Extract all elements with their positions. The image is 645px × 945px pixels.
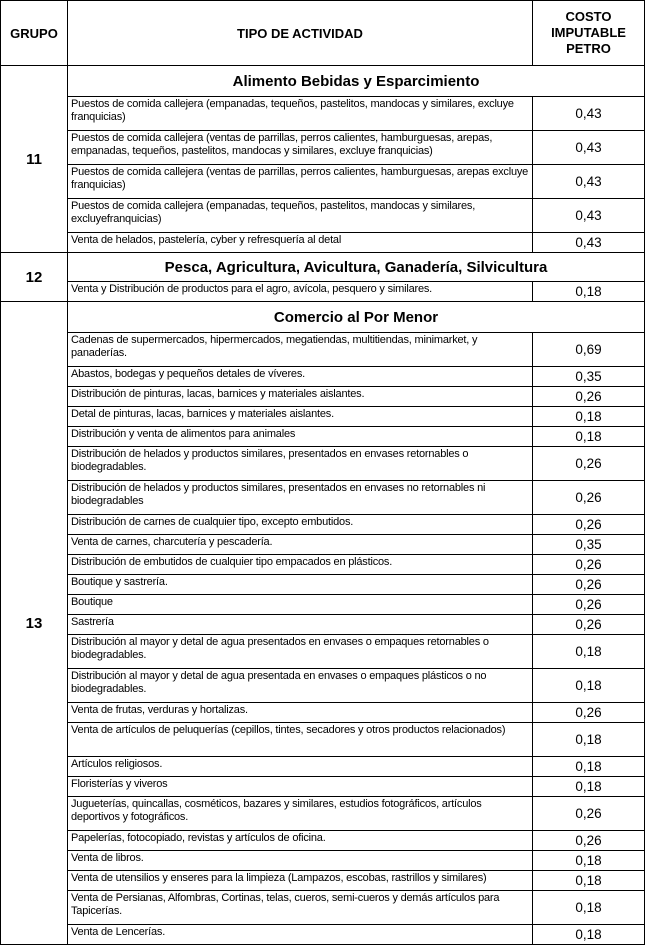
table-row (1, 233, 645, 253)
activity-description: Distribución al mayor y detal de agua presentados en envases o empaques retornables o biodegradables. (68, 635, 533, 669)
category-row (1, 302, 645, 333)
activity-description: Distribución de embutidos de cualquier tipo empacados en plásticos. (68, 555, 533, 575)
cost-value: 0,43 (533, 233, 645, 253)
cost-value: 0,26 (533, 387, 645, 407)
group-number: 12 (1, 253, 68, 302)
cost-value: 0,26 (533, 703, 645, 723)
header-tipo-actividad: TIPO DE ACTIVIDAD (68, 1, 533, 66)
cost-value: 0,43 (533, 131, 645, 165)
table-row (1, 199, 645, 233)
activity-description: Venta de libros. (68, 851, 533, 871)
activity-description: Venta de carnes, charcutería y pescadería. (68, 535, 533, 555)
table-row (1, 407, 645, 427)
table-row (1, 447, 645, 481)
table-row (1, 851, 645, 871)
cost-value: 0,18 (533, 851, 645, 871)
cost-value: 0,18 (533, 723, 645, 757)
table-row (1, 703, 645, 723)
table-row (1, 871, 645, 891)
table-row (1, 891, 645, 925)
cost-value: 0,26 (533, 615, 645, 635)
activity-description: Boutique y sastrería. (68, 575, 533, 595)
activity-description: Venta de Persianas, Alfombras, Cortinas, telas, cueros, semi-cueros y demás artículos para Tapicerías. (68, 891, 533, 925)
table-row (1, 555, 645, 575)
table-row (1, 777, 645, 797)
activity-description: Detal de pinturas, lacas, barnices y materiales aislantes. (68, 407, 533, 427)
table-row (1, 367, 645, 387)
category-row (1, 66, 645, 97)
activity-description: Puestos de comida callejera (ventas de parrillas, perros calientes, hamburguesas, arepas, empanadas, tequeños, pastelitos, mandocas y similares, excluye franquicias) (68, 131, 533, 165)
cost-value: 0,43 (533, 199, 645, 233)
cost-value: 0,18 (533, 891, 645, 925)
cost-value: 0,26 (533, 555, 645, 575)
activity-description: Puestos de comida callejera (empanadas, tequeños, pastelitos, mandocas y similares, excluyefranquicias) (68, 199, 533, 233)
table-row (1, 97, 645, 131)
cost-value: 0,35 (533, 535, 645, 555)
table-row (1, 427, 645, 447)
header-row (1, 1, 645, 66)
activity-description: Puestos de comida callejera (ventas de parrillas, perros calientes, hamburguesas, arepas excluye franquicias) (68, 165, 533, 199)
header-costo-line1: COSTO (565, 9, 612, 24)
cost-value: 0,69 (533, 333, 645, 367)
cost-value: 0,18 (533, 427, 645, 447)
activity-description: Distribución al mayor y detal de agua presentada en envases o empaques plásticos o no biodegradables. (68, 669, 533, 703)
table-row (1, 481, 645, 515)
category-title: Alimento Bebidas y Esparcimiento (68, 66, 645, 97)
category-row (1, 253, 645, 282)
activity-description: Papelerías, fotocopiado, revistas y artículos de oficina. (68, 831, 533, 851)
activity-description: Distribución de carnes de cualquier tipo, excepto embutidos. (68, 515, 533, 535)
activity-description: Abastos, bodegas y pequeños detales de víveres. (68, 367, 533, 387)
cost-value: 0,26 (533, 595, 645, 615)
cost-value: 0,26 (533, 515, 645, 535)
cost-value: 0,18 (533, 635, 645, 669)
cost-value: 0,26 (533, 481, 645, 515)
table-row (1, 757, 645, 777)
activity-description: Venta de frutas, verduras y hortalizas. (68, 703, 533, 723)
table-row (1, 575, 645, 595)
table-row (1, 282, 645, 302)
activity-description: Venta de artículos de peluquerías (cepillos, tintes, secadores y otros productos relacionados) (68, 723, 533, 757)
activity-description: Sastrería (68, 615, 533, 635)
cost-value: 0,26 (533, 797, 645, 831)
category-title: Pesca, Agricultura, Avicultura, Ganadería, Silvicultura (68, 253, 645, 282)
table-row (1, 797, 645, 831)
cost-value: 0,18 (533, 871, 645, 891)
cost-value: 0,35 (533, 367, 645, 387)
header-costo-line2: IMPUTABLE (551, 25, 626, 40)
table-row (1, 165, 645, 199)
table-row (1, 387, 645, 407)
group-number: 11 (1, 66, 68, 253)
table-row (1, 595, 645, 615)
table-row (1, 723, 645, 757)
cost-value: 0,26 (533, 575, 645, 595)
activity-description: Venta de Lencerías. (68, 925, 533, 945)
table-row (1, 333, 645, 367)
activity-description: Floristerías y viveros (68, 777, 533, 797)
table-row (1, 535, 645, 555)
header-grupo: GRUPO (1, 1, 68, 66)
cost-value: 0,18 (533, 282, 645, 302)
table-row (1, 615, 645, 635)
cost-value: 0,26 (533, 831, 645, 851)
group-number: 13 (1, 302, 68, 945)
cost-value: 0,43 (533, 97, 645, 131)
header-costo-line3: PETRO (566, 41, 611, 56)
activity-description: Venta y Distribución de productos para el agro, avícola, pesquero y similares. (68, 282, 533, 302)
table-row (1, 515, 645, 535)
cost-value: 0,18 (533, 757, 645, 777)
activity-description: Venta de utensilios y enseres para la limpieza (Lampazos, escobas, rastrillos y similares) (68, 871, 533, 891)
cost-value: 0,18 (533, 407, 645, 427)
activity-description: Cadenas de supermercados, hipermercados, megatiendas, multitiendas, minimarket, y panaderías. (68, 333, 533, 367)
table-row (1, 669, 645, 703)
table-row (1, 831, 645, 851)
cost-value: 0,43 (533, 165, 645, 199)
activity-description: Distribución de helados y productos similares, presentados en envases no retornables ni biodegradables (68, 481, 533, 515)
table-body (1, 66, 645, 945)
cost-value: 0,18 (533, 669, 645, 703)
activity-description: Boutique (68, 595, 533, 615)
activity-description: Jugueterías, quincallas, cosméticos, bazares y similares, estudios fotográficos, artículos deportivos y fotográficos. (68, 797, 533, 831)
cost-value: 0,26 (533, 447, 645, 481)
activity-description: Distribución de helados y productos similares, presentados en envases retornables o biodegradables. (68, 447, 533, 481)
activity-description: Puestos de comida callejera (empanadas, tequeños, pastelitos, mandocas y similares, excluye franquicias) (68, 97, 533, 131)
table-row (1, 131, 645, 165)
category-title: Comercio al Por Menor (68, 302, 645, 333)
activity-description: Artículos religiosos. (68, 757, 533, 777)
table-row (1, 635, 645, 669)
cost-value: 0,18 (533, 925, 645, 945)
activity-description: Distribución de pinturas, lacas, barnices y materiales aislantes. (68, 387, 533, 407)
activity-description: Distribución y venta de alimentos para animales (68, 427, 533, 447)
cost-value: 0,18 (533, 777, 645, 797)
activity-description: Venta de helados, pastelería, cyber y refresquería al detal (68, 233, 533, 253)
header-costo-imputable-petro (533, 1, 645, 66)
